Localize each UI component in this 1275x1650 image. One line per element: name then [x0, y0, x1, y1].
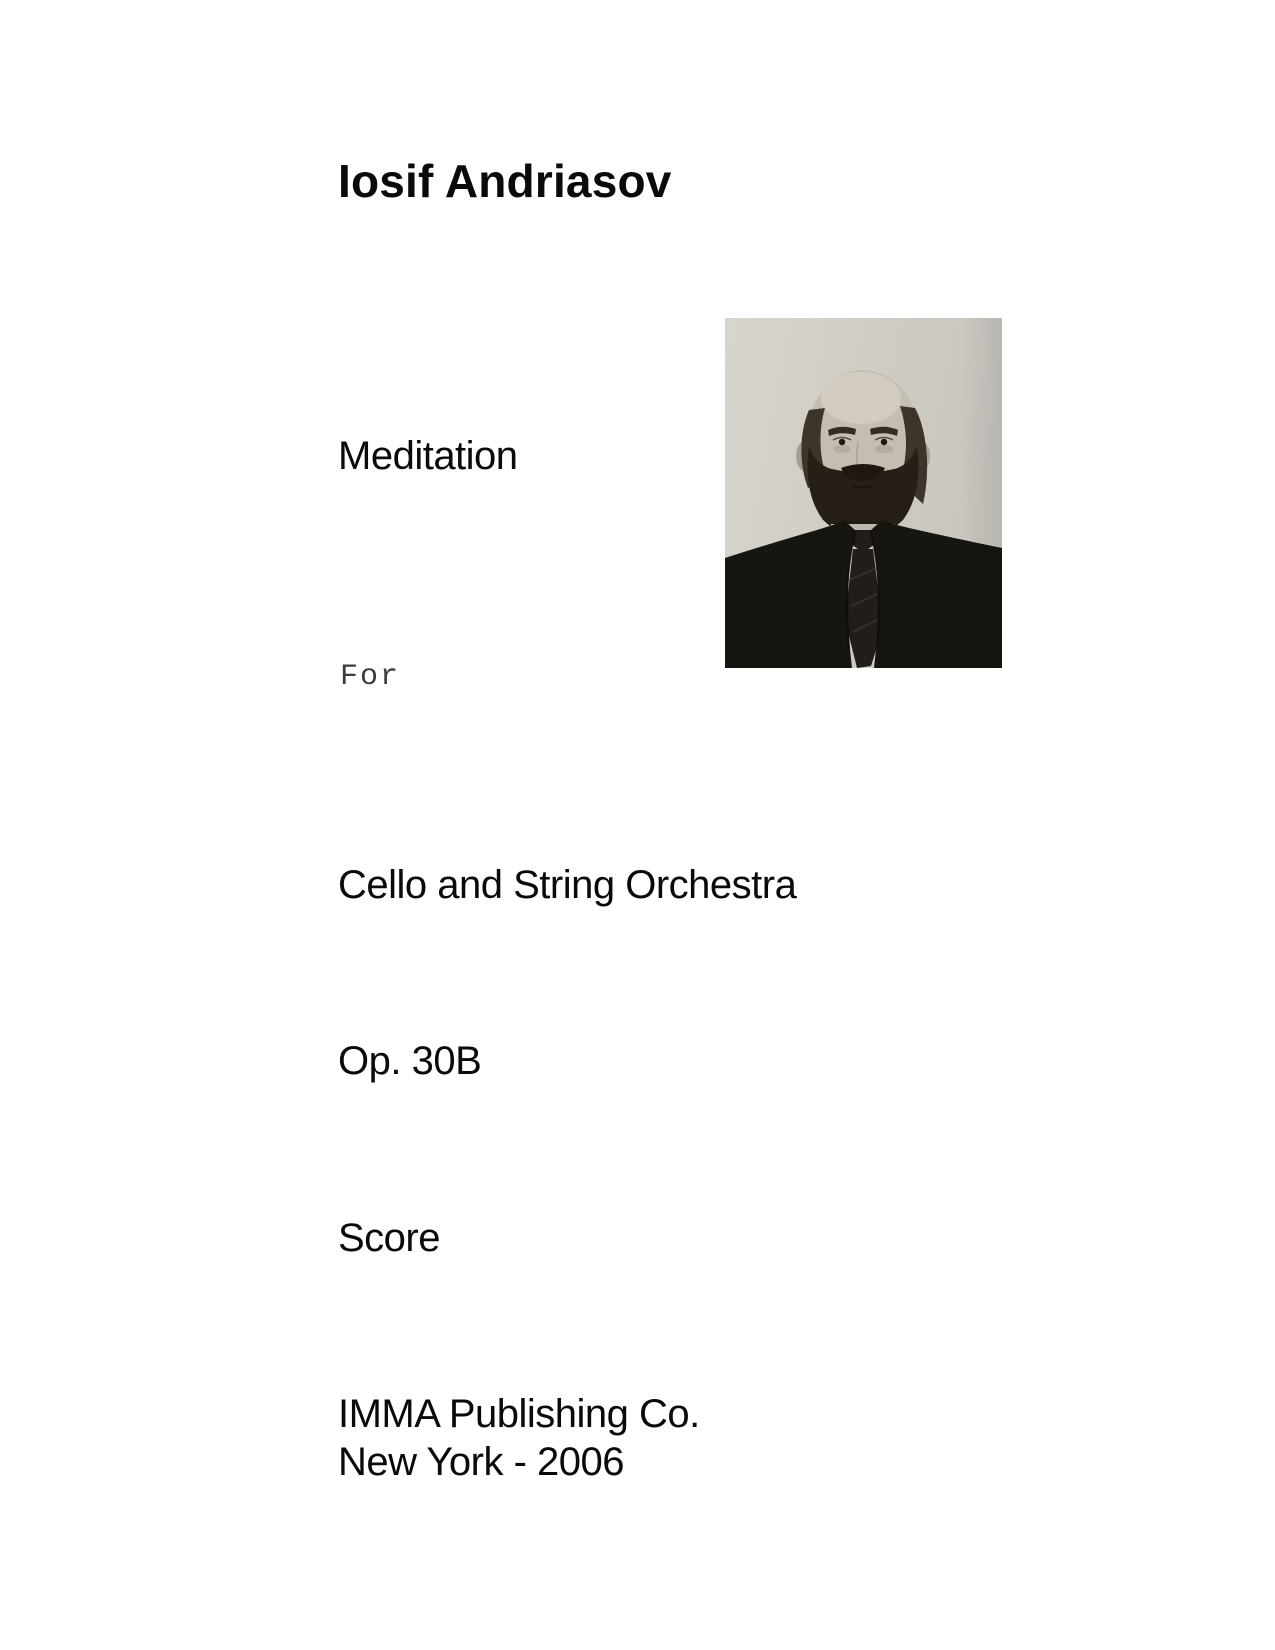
publisher-name: IMMA Publishing Co.	[338, 1392, 700, 1436]
format-label: Score	[338, 1216, 440, 1260]
instrumentation: Cello and String Orchestra	[338, 863, 797, 907]
photo-vignette	[725, 318, 1002, 668]
man-portrait-illustration	[725, 318, 1002, 668]
composer-name: Iosif Andriasov	[338, 155, 672, 207]
for-label: For	[340, 660, 401, 694]
opus-number: Op. 30B	[338, 1039, 482, 1083]
publication-place-year: New York - 2006	[338, 1440, 625, 1484]
portrait-photo	[725, 318, 1002, 668]
work-title: Meditation	[338, 434, 518, 478]
imprint-block	[338, 1390, 700, 1486]
